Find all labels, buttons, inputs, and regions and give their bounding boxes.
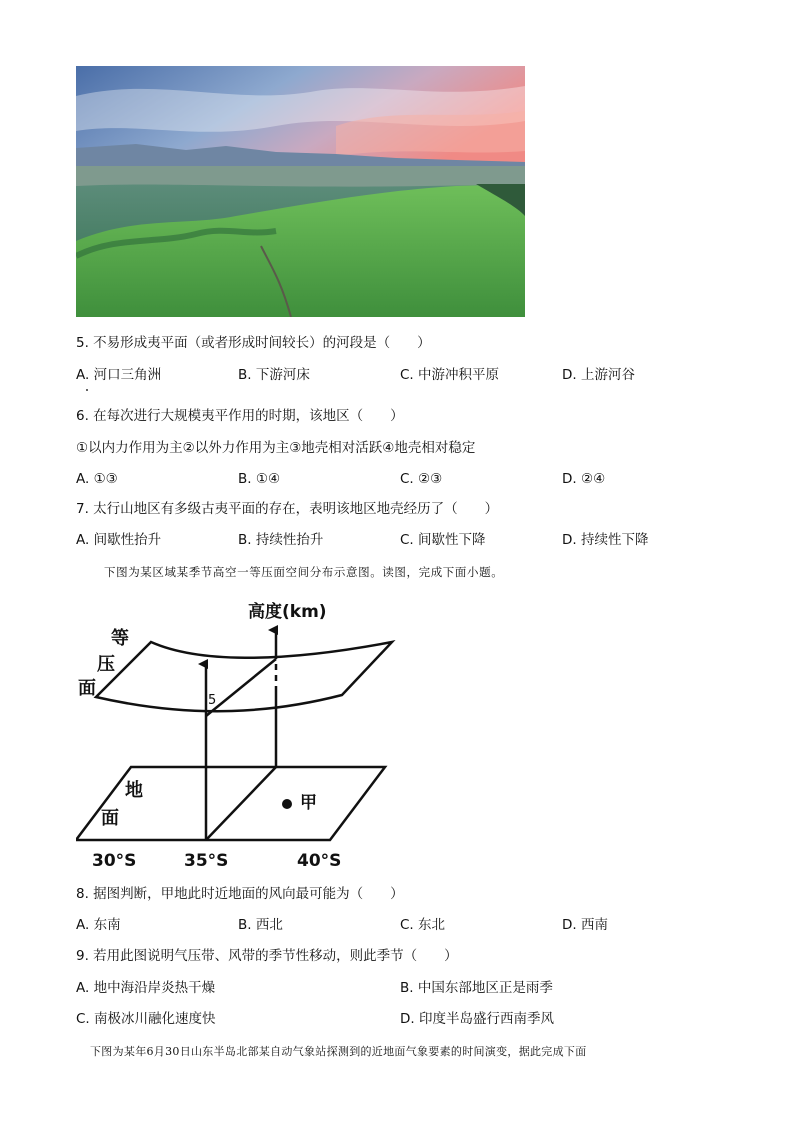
ground-divider xyxy=(206,767,276,840)
point-jia-dot xyxy=(282,799,292,809)
height-axis-label: 高度(km) xyxy=(248,602,327,622)
q6-option-a: A. ①③ xyxy=(76,471,118,487)
q6-option-c: C. ②③ xyxy=(400,471,443,487)
landscape-photo xyxy=(76,66,525,317)
isobar-label-1: 等 xyxy=(111,628,129,649)
q6-option-d: D. ②④ xyxy=(562,471,606,487)
height-value-label: 5 xyxy=(208,693,217,708)
q7-option-b: B. 持续性抬升 xyxy=(238,532,324,548)
isobar-label-2: 压 xyxy=(97,654,115,675)
q9-option-d: D. 印度半岛盛行西南季风 xyxy=(400,1011,554,1027)
q6-statements: ①以内力作用为主②以外力作用为主③地壳相对活跃④地壳相对稳定 xyxy=(76,440,476,456)
ground-plane xyxy=(76,767,385,840)
q7-option-d: D. 持续性下降 xyxy=(562,532,649,548)
isobar-diagram xyxy=(76,592,416,878)
q5-option-a: A. 河口三角洲 xyxy=(76,367,162,383)
q7-stem: 7. 太行山地区有多级古夷平面的存在，表明该地区地壳经历了（ ） xyxy=(76,501,499,517)
lat-40s: 40°S xyxy=(297,851,342,871)
section-intro-isobar: 下图为某区域某季节高空一等压面空间分布示意图。读图，完成下面小题。 xyxy=(104,565,504,579)
q8-option-c: C. 东北 xyxy=(400,917,446,933)
q9-option-b: B. 中国东部地区正是雨季 xyxy=(400,980,553,996)
ground-label-2: 面 xyxy=(101,808,119,829)
q8-option-b: B. 西北 xyxy=(238,917,283,933)
q9-option-a: A. 地中海沿岸炎热干燥 xyxy=(76,980,216,996)
q8-stem: 8. 据图判断，甲地此时近地面的风向最可能为（ ） xyxy=(76,886,404,902)
q5-option-c: C. 中游冲积平原 xyxy=(400,367,500,383)
q7-option-c: C. 间歇性下降 xyxy=(400,532,486,548)
isobar-label-3: 面 xyxy=(78,678,96,699)
lat-35s: 35°S xyxy=(184,851,229,871)
q8-option-d: D. 西南 xyxy=(562,917,608,933)
q5-option-b: B. 下游河床 xyxy=(238,367,310,383)
q9-stem: 9. 若用此图说明气压带、风带的季节性移动，则此季节（ ） xyxy=(76,948,458,964)
q6-option-b: B. ①④ xyxy=(238,471,281,487)
surface-diagonal xyxy=(206,659,276,716)
q5-option-d: D. 上游河谷 xyxy=(562,367,635,383)
point-jia-label: 甲 xyxy=(300,793,317,813)
q7-option-a: A. 间歇性抬升 xyxy=(76,532,162,548)
q5-stem: 5. 不易形成夷平面（或者形成时间较长）的河段是（ ） xyxy=(76,335,431,351)
q9-option-c: C. 南极冰川融化速度快 xyxy=(76,1011,216,1027)
section-intro-weather: 下图为某年6月30日山东半岛北部某自动气象站探测到的近地面气象要素的时间演变，据此完成下面 xyxy=(90,1045,587,1058)
speck xyxy=(86,389,88,391)
q6-stem: 6. 在每次进行大规模夷平作用的时期，该地区（ ） xyxy=(76,408,404,424)
isobaric-surface xyxy=(96,642,392,711)
lat-30s: 30°S xyxy=(92,851,137,871)
q8-option-a: A. 东南 xyxy=(76,917,121,933)
ground-label-1: 地 xyxy=(125,780,143,801)
